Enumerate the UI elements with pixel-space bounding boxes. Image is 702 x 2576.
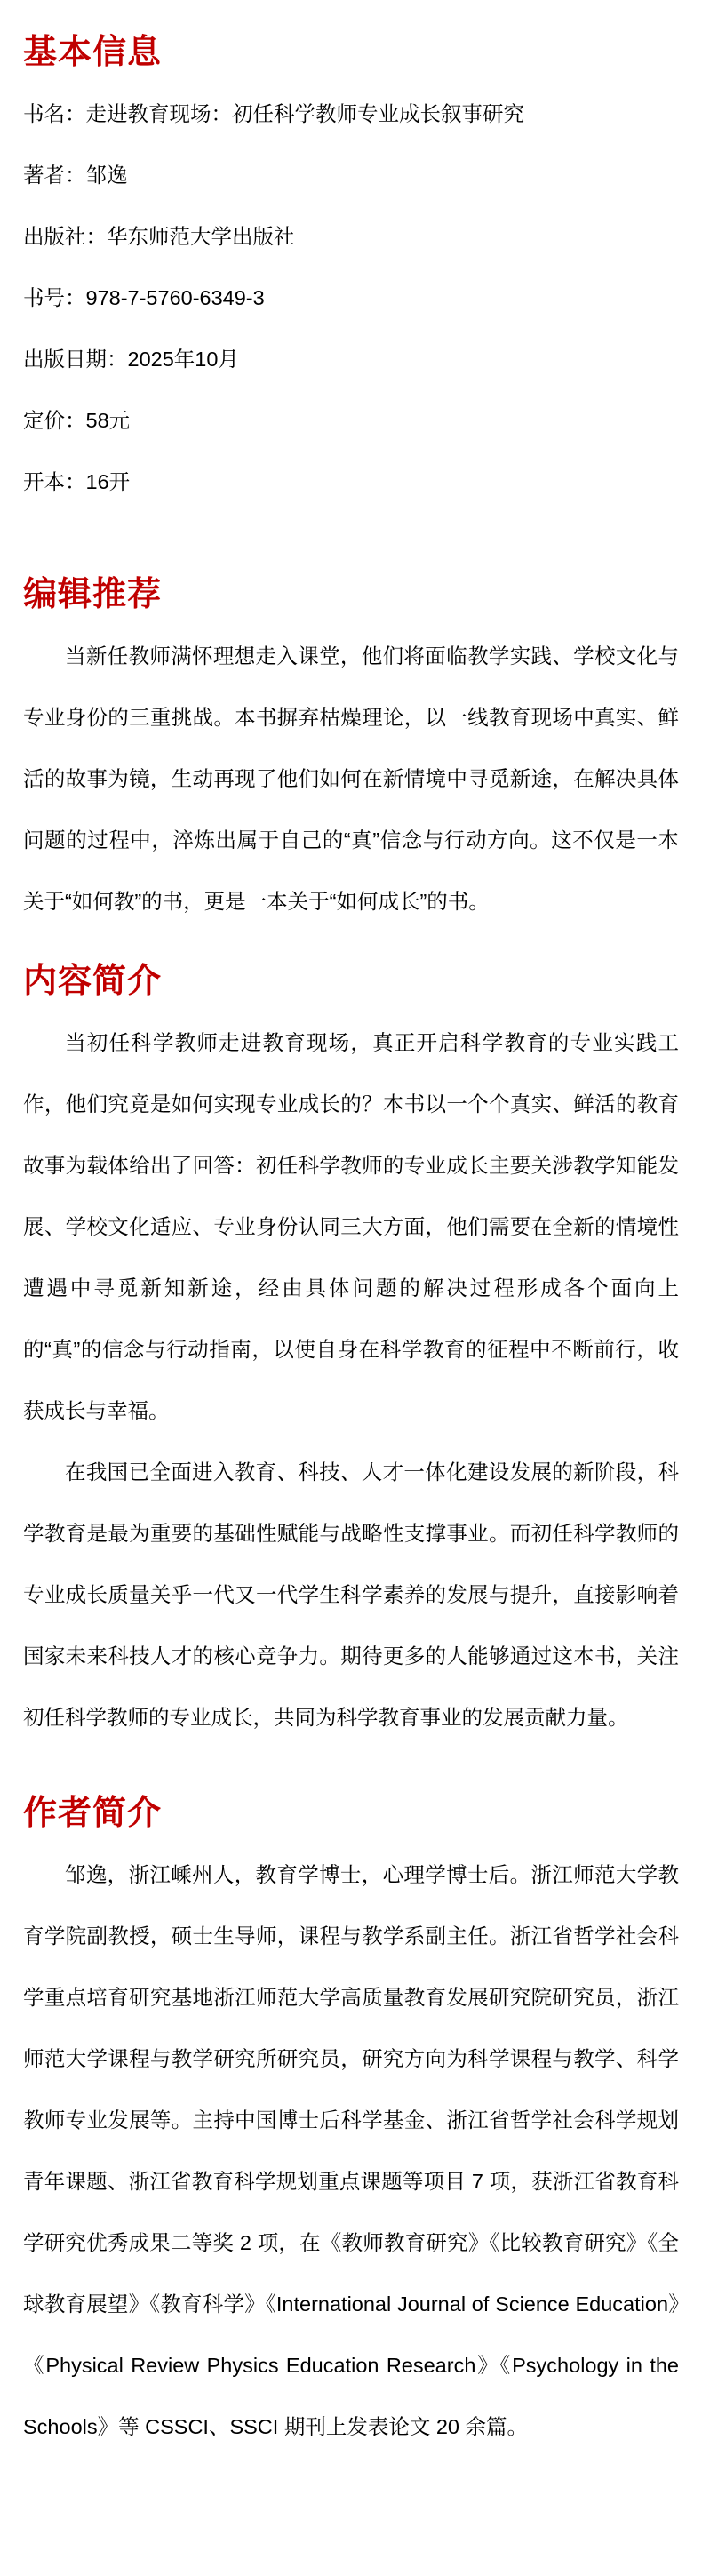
info-line-publish-date xyxy=(23,329,679,390)
info-line-price xyxy=(23,390,679,452)
paragraph-content-intro-2: 在我国已全面进入教育、科技、人才一体化建设发展的新阶段，科学教育是最为重要的基础性赋能与战略性支撑事业。而初任科学教师的专业成长质量关乎一代又一代学生科学素养的发展与提升，直接影响着国家未来科技人才的核心竞争力。期待更多的人能够通过这本书，关注初任科学教师的专业成长，共同为科学教育事业的发展贡献力量。 xyxy=(23,1460,679,1729)
info-label: 定价 xyxy=(23,409,65,432)
info-colon: ： xyxy=(65,409,86,432)
section-title-basic-info: 基本信息 xyxy=(23,34,163,71)
info-label: 书名 xyxy=(23,102,65,125)
info-label: 著者 xyxy=(23,164,65,187)
section-title-editor-recommendation: 编辑推荐 xyxy=(23,576,163,613)
info-value: 走进教育现场：初任科学教师专业成长叙事研究 xyxy=(85,102,524,125)
info-colon: ： xyxy=(65,470,86,493)
paragraph-editor-recommendation: 当新任教师满怀理想走入课堂，他们将面临教学实践、学校文化与专业身份的三重挑战。本书摒弃枯燥理论，以一线教育现场中真实、鲜活的故事为镜，生动再现了他们如何在新情境中寻觅新途，在解决具体问题的过程中，淬炼出属于自己的“真”信念与行动方向。这不仅是一本关于“如何教”的书，更是一本关于“如何成长”的书。 xyxy=(23,644,679,913)
info-line-isbn xyxy=(23,268,679,329)
info-label: 出版社 xyxy=(23,225,86,248)
info-value: 978-7-5760-6349-3 xyxy=(85,286,265,309)
info-line-author xyxy=(23,145,679,206)
info-value: 华东师范大学出版社 xyxy=(107,225,295,248)
info-value: 16开 xyxy=(85,470,131,493)
info-line-publisher xyxy=(23,206,679,268)
info-line-format xyxy=(23,452,679,513)
basic-info-list xyxy=(23,84,679,513)
info-line-book-title xyxy=(23,84,679,145)
paragraph-author-intro: 邹逸，浙江嵊州人，教育学博士，心理学博士后。浙江师范大学教育学院副教授，硕士生导师，课程与教学系副主任。浙江省哲学社会科学重点培育研究基地浙江师范大学高质量教育发展研究院研究员，浙江师范大学课程与教学研究所研究员，研究方向为科学课程与教学、科学教师专业发展等。主持中国博士后科学基金、浙江省哲学社会科学规划青年课题、浙江省教育科学规划重点课题等项目 7 项，获浙江省教育科学研究优秀成果二等奖 2 项，在《教师教育研究》《比较教育研究》《全球教育展望》《教育科学》《International Journal of Science Education》《Physical Review Physics Education Research》《Psychology in the Schools》等 CSSCI、SSCI 期刊上发表论文 20 余篇。 xyxy=(23,1863,679,2438)
info-colon: ： xyxy=(65,102,86,125)
info-colon: ： xyxy=(85,225,107,248)
info-label: 开本 xyxy=(23,470,65,493)
section-title-content-intro: 内容简介 xyxy=(23,963,163,1000)
paragraph-content-intro-1: 当初任科学教师走进教育现场，真正开启科学教育的专业实践工作，他们究竟是如何实现专业成长的？本书以一个个真实、鲜活的教育故事为载体给出了回答：初任科学教师的专业成长主要关涉教学知能发展、学校文化适应、专业身份认同三大方面，他们需要在全新的情境性遭遇中寻觅新知新途，经由具体问题的解决过程形成各个面向上的“真”的信念与行动指南，以使自身在科学教育的征程中不断前行，收获成长与幸福。 xyxy=(23,1031,679,1422)
info-colon: ： xyxy=(65,164,86,187)
info-colon: ： xyxy=(65,286,86,309)
info-colon: ： xyxy=(107,348,128,371)
info-value: 58元 xyxy=(85,409,131,432)
info-value: 2025年10月 xyxy=(127,348,239,371)
info-label: 书号 xyxy=(23,286,65,309)
info-value: 邹逸 xyxy=(85,164,128,187)
info-label: 出版日期 xyxy=(23,348,107,371)
section-title-author-intro: 作者简介 xyxy=(23,1795,163,1832)
